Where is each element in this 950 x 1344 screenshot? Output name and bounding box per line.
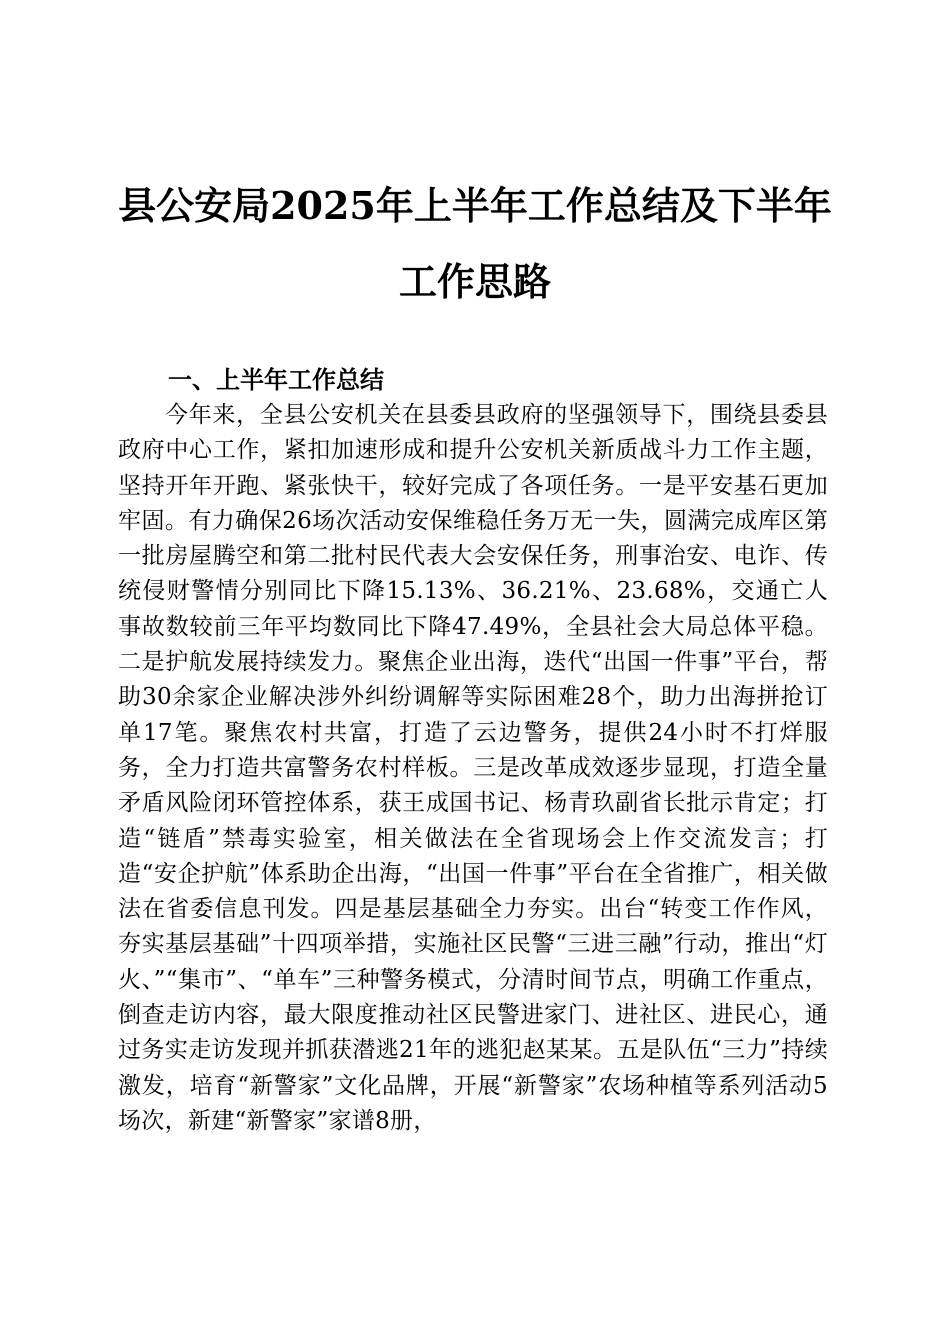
section-heading: 一、上半年工作总结 [168,366,384,394]
body-paragraph: 今年来，全县公安机关在县委县政府的坚强领导下，围绕县委县政府中心工作，紧扣加速形成和提升公安机关新质战斗力工作主题，坚持开年开跑、紧张快干，较好完成了各项任务。一是平安基石更加牢固。有力确保26场次活动安保维稳任务万无一失，圆满完成库区第一批房屋腾空和第二批村民代表大会安保任务，刑事治安、电诈、传统侵财警情分别同比下降15.13%、36.21%、23.68%，交通亡人事故数较前三年平均数同比下降47.49%，全县社会大局总体平稳。二是护航发展持续发力。聚焦企业出海，迭代“出国一件事”平台，帮助30余家企业解决涉外纠纷调解等实际困难28个，助力出海拼抢订单17笔。聚焦农村共富，打造了云边警务，提供24小时不打烊服务，全力打造共富警务农村样板。三是改革成效逐步显现，打造全量矛盾风险闭环管控体系，获王成国书记、杨青玖副省长批示肯定；打造“链盾”禁毒实验室，相关做法在全省现场会上作交流发言；打造“安企护航”体系助企出海，“出国一件事”平台在全省推广，相关做法在省委信息刊发。四是基层基础全力夯实。出台“转变工作作风，夯实基层基础”十四项举措，实施社区民警“三进三融”行动，推出“灯火、”“集市”、“单车”三种警务模式，分清时间节点，明确工作重点，倒查走访内容，最大限度推动社区民警进家门、进社区、进民心，通过务实走访发现并抓获潜逃21年的逃犯赵某某。五是队伍“三力”持续激发，培育“新警家”文化品牌，开展“新警家”农场种植等系列活动5场次，新建“新警家”家谱8册， [118,402,828,1134]
document-title: 县公安局2025年上半年工作总结及下半年工作思路 [118,183,832,304]
